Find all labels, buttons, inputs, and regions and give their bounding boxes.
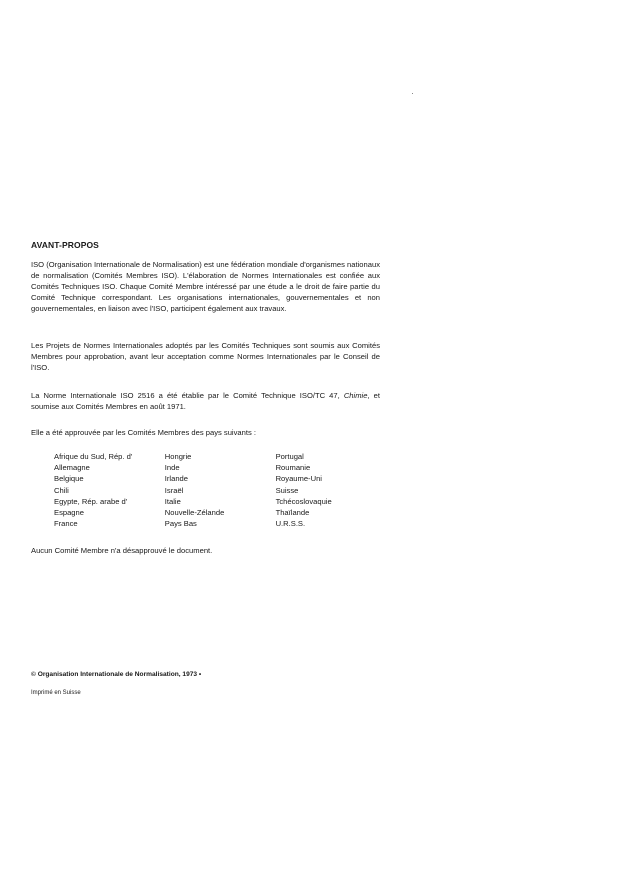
country-list	[54, 451, 354, 529]
foreword-paragraph-iso: ISO (Organisation Internationale de Normalisation) est une fédération mondiale d'organismes nationaux de normalisation (Comités Membres ISO). L'élaboration de Normes Internationales est confiée aux Comités Techniques ISO. Chaque Comité Membre intéressé par une étude a le droit de faire partie du Comité Technique correspondant. Les organisations internationales, gouvernementales et non gouvernementales, en liaison avec l'ISO, participent également aux travaux.	[31, 260, 380, 314]
country-column-1	[54, 451, 165, 529]
printed-in: Imprimé en Suisse	[31, 690, 81, 696]
country-item: Tchécoslovaquie	[275, 496, 332, 506]
standard-text-before: La Norme Internationale ISO 2516 a été établie par le Comité Technique ISO/TC 47,	[31, 391, 344, 400]
committee-name: Chimie	[343, 391, 368, 400]
scan-speck	[412, 93, 413, 94]
country-item: Suisse	[275, 485, 299, 495]
country-item: Portugal	[275, 452, 304, 461]
country-item: Irlande	[164, 474, 189, 484]
foreword-paragraph-drafts: Les Projets de Normes Internationales adoptés par les Comités Techniques sont soumis aux Comités Membres pour approbation, avant leur acceptation comme Normes Internationales par le Conseil de l'ISO.	[31, 341, 380, 373]
standard-text-after: , et soumise aux Comités Membres en août 1971.	[31, 391, 380, 412]
country-item: Afrique du Sud, Rép. d'	[54, 452, 133, 461]
foreword-title: AVANT-PROPOS	[31, 240, 99, 250]
country-item: Allemagne	[54, 463, 90, 473]
country-item: U.R.S.S.	[275, 519, 306, 529]
country-item: Pays Bas	[164, 519, 197, 529]
country-item: Chili	[54, 485, 69, 495]
country-column-2	[165, 451, 276, 529]
country-item: Thaïlande	[275, 508, 310, 518]
country-item: Belgique	[54, 474, 84, 484]
foreword-paragraph-approval: Elle a été approuvée par les Comités Membres des pays suivants :	[31, 428, 256, 437]
country-item: Inde	[164, 463, 180, 473]
country-item: Nouvelle-Zélande	[164, 508, 225, 518]
country-item: Roumanie	[275, 463, 311, 473]
country-item: Italie	[164, 496, 181, 506]
foreword-paragraph-standard	[31, 390, 380, 412]
country-column-3	[276, 451, 354, 529]
country-item: Hongrie	[164, 452, 192, 461]
country-item: France	[54, 519, 78, 529]
country-item: Israël	[164, 485, 184, 495]
foreword-paragraph-disapproval: Aucun Comité Membre n'a désapprouvé le document.	[31, 546, 213, 555]
country-item: Espagne	[54, 508, 84, 518]
country-item: Egypte, Rép. arabe d'	[54, 496, 128, 506]
country-item: Royaume-Uni	[275, 474, 322, 484]
copyright-notice: © Organisation Internationale de Normalisation, 1973 •	[31, 671, 202, 678]
